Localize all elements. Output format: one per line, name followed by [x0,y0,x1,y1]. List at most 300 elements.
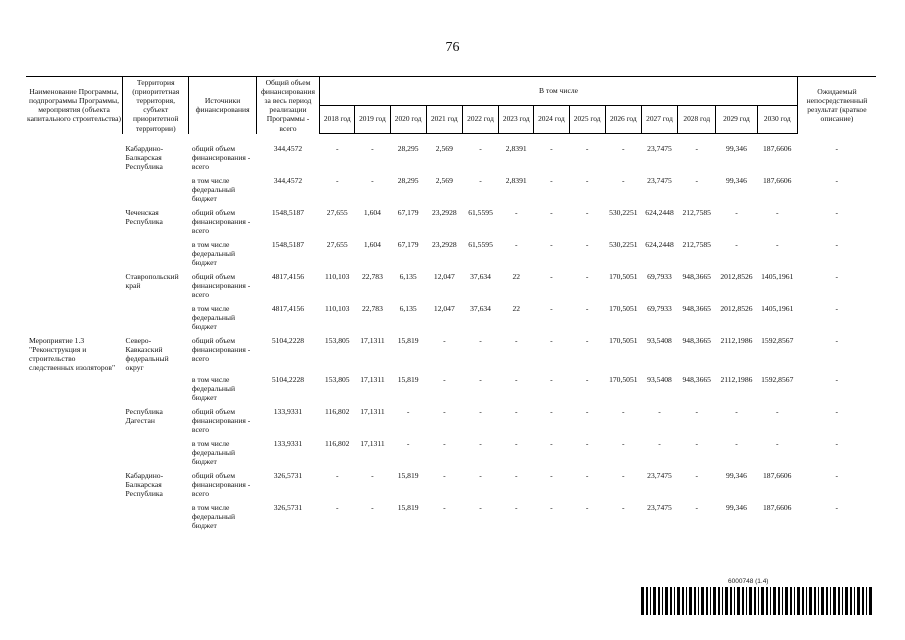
header-total: Общий объем финансирования за весь период реализации Программы - всего [256,77,319,134]
year-value-cell: - [443,374,446,384]
result-cell: - [835,438,838,448]
measure-name-cell [26,175,123,207]
year-value-cell: 6,135 [399,304,417,314]
year-header: 2023 год [499,105,534,133]
year-value-cell: 170,5051 [609,272,638,282]
year-value-cell: - [550,272,553,282]
barcode-bar [734,587,735,615]
year-value-cell: 212,7585 [682,240,711,250]
result-cell: - [835,406,838,416]
year-value-cell: 23,2928 [431,208,457,218]
barcode-bar [862,587,864,615]
year-value-cell: 61,5595 [468,240,493,250]
year-value-cell: - [479,438,482,448]
barcode-bar [737,587,740,615]
table-row [26,502,876,534]
barcode-bar [706,587,708,615]
year-value-cell: - [585,240,589,250]
barcode-bar [814,587,816,615]
barcode-bar [718,587,720,615]
result-cell: - [835,470,838,480]
barcode-bar [641,587,644,615]
year-header: 2019 год [355,105,390,133]
year-value-cell: 6,135 [399,272,417,282]
funding-source-cell: в том числе федеральный бюджет [191,438,236,466]
year-value-cell: - [735,208,738,218]
barcode-bar [766,587,768,615]
measure-name-cell: Мероприятие 1.3 "Реконструкция и строительство следственных изоляторов" [29,336,116,373]
year-value-cell: 17,1311 [360,374,385,384]
table-row [26,271,876,303]
barcode-bar [730,587,732,615]
header-name: Наименование Программы, подпрограммы Программы, мероприятия (объекта капитального строительства) [26,77,123,134]
barcode-bar [850,587,852,615]
barcode-bar [845,587,848,615]
barcode [641,587,875,615]
total-cell: 344,4572 [273,176,303,186]
year-value-cell: 153,805 [324,336,350,346]
year-value-cell: - [775,438,779,448]
table-row [26,335,876,373]
year-value-cell: 37,634 [470,304,491,314]
barcode-bar [802,587,804,615]
barcode-bar [826,587,828,615]
barcode-bar [785,587,788,615]
year-value-cell: 530,2251 [609,240,638,250]
year-value-cell: 187,6606 [763,176,792,186]
total-cell: 4817,4156 [271,304,305,314]
territory-cell [123,438,189,470]
year-header: 2021 год [426,105,462,133]
year-value-cell: 99,346 [726,144,747,154]
barcode-bar [761,587,764,615]
year-value-cell: 948,3665 [682,272,711,282]
year-value-cell: - [585,502,589,512]
year-value-cell: - [585,304,589,314]
year-value-cell: 948,3665 [682,336,711,346]
barcode-bar [689,587,692,615]
funding-source-cell: в том числе федеральный бюджет [191,176,236,204]
year-value-cell: - [658,438,661,448]
barcode-bar [821,587,824,615]
year-value-cell: - [371,176,374,186]
year-value-cell: - [775,208,779,218]
year-value-cell: - [622,176,625,186]
year-value-cell: 110,103 [325,304,350,314]
year-value-cell: - [514,208,518,218]
year-value-cell: 2012,8526 [720,304,753,314]
barcode-bar [694,587,696,615]
year-value-cell: 170,5051 [609,304,638,314]
territory-cell: Кабардино-Балкарская Республика [125,470,164,498]
year-value-cell: 17,1311 [360,406,385,416]
year-value-cell: - [479,176,482,186]
barcode-bar [674,587,675,615]
barcode-bar [794,587,795,615]
territory-cell [123,502,189,534]
result-cell: - [835,208,838,218]
barcode-bar [778,587,780,615]
barcode-bar [742,587,744,615]
barcode-bar [854,587,855,615]
year-value-cell: 116,802 [325,438,350,448]
year-value-cell: - [550,502,553,512]
barcode-bar [782,587,783,615]
year-value-cell: - [585,470,589,480]
year-value-cell: 61,5595 [468,208,493,218]
funding-source-cell: общий объем финансирования - всего [191,143,251,171]
measure-name-cell [26,470,123,502]
total-cell: 5104,2228 [271,336,305,346]
year-value-cell: 187,6606 [763,470,792,480]
barcode-bar [749,587,752,615]
barcode-bar [754,587,756,615]
year-header: 2022 год [462,105,498,133]
year-value-cell: - [514,336,518,346]
year-value-cell: - [622,144,625,154]
table-row [26,207,876,239]
barcode-bar [670,587,672,615]
table-row [26,239,876,271]
year-value-cell: - [585,144,589,154]
territory-cell [123,374,189,406]
barcode-bar [653,587,656,615]
barcode-bar [842,587,843,615]
barcode-bar [866,587,867,615]
year-value-cell: 2,569 [435,176,453,186]
barcode-bar [838,587,840,615]
measure-name-cell [26,303,123,335]
total-cell: 4817,4156 [271,272,305,282]
result-cell: - [835,502,838,512]
header-including: В том числе [320,77,798,106]
year-value-cell: - [479,470,482,480]
year-header: 2028 год [678,105,716,133]
funding-source-cell: общий объем финансирования - всего [191,272,251,300]
year-value-cell: - [335,470,339,480]
barcode-bar [677,587,680,615]
funding-source-cell: общий объем финансирования - всего [191,208,251,236]
year-value-cell: 93,5408 [647,336,672,346]
table-row [26,470,876,502]
year-value-cell: 2112,1986 [720,336,753,346]
year-value-cell: 69,7933 [647,304,672,314]
year-value-cell: 2112,1986 [720,374,753,384]
table-row [26,406,876,438]
year-value-cell: - [550,406,553,416]
barcode-bar [818,587,819,615]
funding-source-cell: в том числе федеральный бюджет [191,374,236,402]
barcode-bar [665,587,668,615]
year-value-cell: 22 [512,272,521,282]
year-value-cell: - [695,406,698,416]
year-value-cell: - [622,502,625,512]
barcode-bar [857,587,860,615]
territory-cell: Чеченская Республика [125,208,163,227]
year-value-cell: 15,819 [397,336,419,346]
year-value-cell: 624,2448 [645,208,674,218]
territory-cell: Кабардино-Балкарская Республика [125,143,164,171]
year-value-cell: - [735,438,738,448]
total-cell: 1548,5187 [271,208,305,218]
year-value-cell: - [443,502,446,512]
year-value-cell: - [371,470,374,480]
year-value-cell: 67,179 [397,240,419,250]
year-value-cell: - [585,176,589,186]
year-value-cell: - [695,144,698,154]
year-value-cell: 93,5408 [647,374,672,384]
barcode-bar [770,587,771,615]
year-value-cell: 170,5051 [609,374,638,384]
year-value-cell: 17,1311 [360,336,385,346]
funding-source-cell: в том числе федеральный бюджет [191,240,236,268]
measure-name-cell [26,239,123,271]
barcode-bar [758,587,759,615]
barcode-bar [658,587,660,615]
year-header: 2027 год [641,105,677,133]
year-header: 2018 год [320,105,355,133]
year-value-cell: - [514,406,518,416]
year-value-cell: - [550,336,553,346]
table-body [26,134,876,534]
year-value-cell: - [775,240,779,250]
year-value-cell: 116,802 [325,406,350,416]
year-value-cell: 1,604 [363,208,381,218]
year-value-cell: - [550,240,553,250]
header-sources: Источники финансирования [189,77,256,134]
total-cell: 133,9331 [273,438,303,448]
barcode-bar [797,587,800,615]
year-value-cell: - [585,208,589,218]
year-value-cell: 1592,8567 [761,336,794,346]
measure-name-cell [26,271,123,303]
year-value-cell: - [585,272,589,282]
year-value-cell: 2,569 [435,144,453,154]
result-cell: - [835,336,838,346]
barcode-bar [686,587,687,615]
barcode-bar [833,587,836,615]
year-value-cell: 1592,8567 [761,374,794,384]
year-value-cell: 22,783 [361,272,383,282]
result-cell: - [835,143,838,153]
year-value-cell: - [479,374,482,384]
funding-source-cell: общий объем финансирования - всего [191,470,251,498]
territory-cell [123,303,189,335]
year-header: 2024 год [534,105,569,133]
year-value-cell: - [585,438,589,448]
result-cell: - [835,176,838,186]
year-value-cell: 12,047 [433,304,455,314]
year-value-cell: - [479,502,482,512]
year-value-cell: 624,2448 [645,240,674,250]
year-value-cell: 110,103 [325,272,350,282]
year-value-cell: - [550,374,553,384]
funding-source-cell: в том числе федеральный бюджет [191,304,236,332]
table-row [26,374,876,406]
year-value-cell: - [443,406,446,416]
year-value-cell: - [406,438,410,448]
year-value-cell: - [443,470,446,480]
table-row [26,438,876,470]
year-value-cell: 153,805 [324,374,350,384]
barcode-bar [682,587,684,615]
year-header: 2030 год [757,105,797,133]
year-value-cell: - [335,176,339,186]
year-value-cell: 99,346 [726,176,747,186]
year-value-cell: - [735,240,738,250]
barcode-bar [722,587,723,615]
territory-cell: Северо-Кавказский федеральный округ [125,336,169,373]
year-value-cell: - [550,470,553,480]
year-header: 2029 год [716,105,757,133]
year-value-cell: - [550,176,553,186]
barcode-bar [809,587,812,615]
result-cell: - [835,304,838,314]
page-number: 76 [445,40,460,55]
year-value-cell: 1405,1961 [761,304,794,314]
year-value-cell: 17,1311 [360,438,385,448]
year-value-cell: - [550,438,553,448]
year-value-cell: - [479,406,482,416]
measure-name-cell [26,207,123,239]
year-value-cell: - [443,336,446,346]
header-territory: Территория (приоритетная территория, субъект приоритетной территории) [123,77,189,134]
year-value-cell: 99,346 [726,502,747,512]
barcode-bar [725,587,728,615]
year-value-cell: - [371,502,374,512]
year-value-cell: 67,179 [397,208,419,218]
year-value-cell: - [695,176,698,186]
year-value-cell: - [550,208,553,218]
year-value-cell: 1,604 [363,240,381,250]
year-value-cell: 27,655 [326,240,348,250]
year-value-cell: - [550,144,553,154]
year-value-cell: 23,7475 [647,144,672,154]
barcode-label: 6000748 (1.4) [728,578,769,585]
year-value-cell: - [371,144,374,154]
year-value-cell: 23,7475 [647,176,672,186]
year-header: 2025 год [569,105,605,133]
financing-table [26,76,876,534]
year-value-cell: - [479,336,482,346]
result-cell: - [835,240,838,250]
year-value-cell: 530,2251 [609,208,638,218]
year-value-cell: - [514,438,518,448]
year-value-cell: 37,634 [470,272,491,282]
year-value-cell: - [622,438,625,448]
header-result: Ожидаемый непосредственный результат (краткое описание) [797,77,876,134]
year-value-cell: 948,3665 [682,374,711,384]
year-value-cell: - [406,406,410,416]
year-value-cell: - [514,502,518,512]
year-value-cell: 2,8391 [505,144,527,154]
barcode-bar [830,587,831,615]
total-cell: 326,5731 [273,470,303,480]
year-value-cell: 170,5051 [609,336,638,346]
measure-name-cell [26,134,123,176]
year-value-cell: 28,295 [397,176,419,186]
year-value-cell: 187,6606 [763,144,792,154]
year-value-cell: 948,3665 [682,304,711,314]
barcode-bar [773,587,776,615]
territory-cell: Республика Дагестан [125,406,163,425]
territory-cell [123,239,189,271]
year-value-cell: - [585,374,589,384]
measure-name-cell [26,502,123,534]
year-value-cell: - [443,438,446,448]
year-value-cell: - [550,304,553,314]
year-value-cell: - [514,374,518,384]
year-value-cell: 15,819 [397,502,419,512]
year-value-cell: - [585,336,589,346]
year-value-cell: 1405,1961 [761,272,794,282]
year-value-cell: - [479,144,482,154]
total-cell: 344,4572 [273,143,303,153]
barcode-bar [646,587,648,615]
barcode-bar [698,587,699,615]
year-value-cell: 23,7475 [647,502,672,512]
year-value-cell: - [514,470,518,480]
total-cell: 133,9331 [273,406,303,416]
year-value-cell: - [695,470,698,480]
barcode-bar [701,587,704,615]
barcode-bar [869,587,872,615]
year-value-cell: - [622,406,625,416]
table-row [26,134,876,176]
barcode-bar [713,587,716,615]
barcode-bar [710,587,711,615]
year-value-cell: 15,819 [397,374,419,384]
year-value-cell: 2012,8526 [720,272,753,282]
year-value-cell: - [585,406,589,416]
table-row [26,175,876,207]
year-value-cell: 212,7585 [682,208,711,218]
territory-cell: Ставропольский край [125,272,179,291]
year-value-cell: 2,8391 [505,176,527,186]
result-cell: - [835,272,838,282]
total-cell: 1548,5187 [271,240,305,250]
year-value-cell: 23,2928 [431,240,457,250]
year-value-cell: - [735,406,738,416]
result-cell: - [835,374,838,384]
year-value-cell: 15,819 [397,470,419,480]
year-value-cell: - [622,470,625,480]
funding-source-cell: в том числе федеральный бюджет [191,502,236,530]
year-value-cell: 187,6606 [763,502,792,512]
territory-cell [123,175,189,207]
barcode-bar [806,587,807,615]
year-value-cell: 22,783 [361,304,383,314]
year-header: 2026 год [605,105,641,133]
year-value-cell: 28,295 [397,144,419,154]
total-cell: 326,5731 [273,502,303,512]
year-value-cell: - [695,502,698,512]
year-value-cell: - [514,240,518,250]
year-value-cell: 27,655 [326,208,348,218]
table-row [26,303,876,335]
barcode-bar [662,587,663,615]
year-value-cell: - [658,406,661,416]
year-header: 2020 год [390,105,426,133]
year-value-cell: - [695,438,698,448]
year-value-cell: - [775,406,779,416]
barcode-bar [790,587,792,615]
year-value-cell: 69,7933 [647,272,672,282]
total-cell: 5104,2228 [271,374,305,384]
funding-source-cell: общий объем финансирования - всего [191,336,251,364]
year-value-cell: 23,7475 [647,470,672,480]
year-value-cell: - [335,144,339,154]
